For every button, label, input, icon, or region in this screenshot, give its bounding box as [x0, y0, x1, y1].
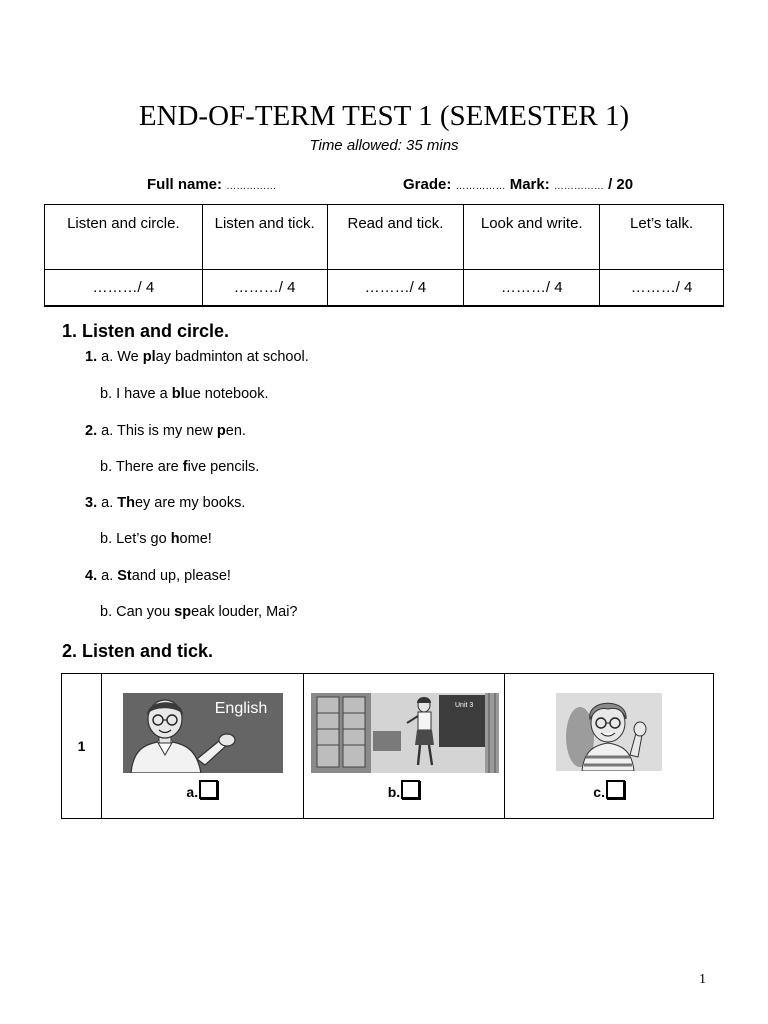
item-3-option-a[interactable]: [85, 495, 245, 511]
full-name-field[interactable]: [147, 176, 276, 193]
checkbox-icon[interactable]: [401, 780, 420, 799]
option-b[interactable]: [304, 780, 505, 800]
sentence-suffix: ey are my books.: [134, 495, 246, 511]
option-a[interactable]: [102, 780, 303, 800]
item-number: 2.: [85, 423, 98, 439]
sentence-prefix: a.: [101, 495, 118, 511]
score-mark-cell[interactable]: ………/ 4: [327, 270, 464, 307]
sentence-prefix: a.: [101, 568, 118, 584]
target-sound: St: [117, 568, 132, 584]
score-header-cell: Listen and tick.: [202, 205, 327, 270]
target-sound: f: [182, 459, 188, 475]
board-text: English: [214, 700, 268, 717]
item-number: 4.: [85, 568, 98, 584]
score-header-cell: Listen and circle.: [45, 205, 203, 270]
teacher-at-board-image: [123, 693, 283, 773]
sentence-suffix: ive pencils.: [187, 459, 260, 475]
item-number: 3.: [85, 495, 98, 511]
item-number: 1.: [85, 349, 98, 365]
target-sound: bl: [171, 386, 185, 402]
sentence-prefix: a. We: [101, 349, 143, 365]
tick-row: [62, 674, 714, 819]
section-2-heading: 2. Listen and tick.: [62, 641, 214, 661]
time-allowed: Time allowed: 35 mins: [309, 137, 459, 154]
boy-waving-image: [556, 693, 662, 771]
score-header-cell: Read and tick.: [327, 205, 464, 270]
score-mark-cell[interactable]: ………/ 4: [600, 270, 724, 307]
score-mark-cell[interactable]: ………/ 4: [45, 270, 203, 307]
score-table-marks-row: [45, 270, 724, 307]
grade-label: Grade:: [403, 176, 452, 193]
item-1-option-a[interactable]: [85, 349, 309, 365]
option-letter: b.: [387, 784, 401, 800]
page-number: 1: [699, 972, 706, 987]
grade-mark-field[interactable]: [403, 176, 633, 193]
full-name-blank[interactable]: ……………: [226, 181, 277, 192]
item-2-option-b[interactable]: [100, 459, 259, 475]
mark-label: Mark:: [509, 176, 550, 193]
option-letter: a.: [186, 784, 199, 800]
option-a-cell[interactable]: [101, 674, 303, 819]
checkbox-icon[interactable]: [199, 780, 218, 799]
grade-blank[interactable]: ……………: [455, 181, 506, 192]
sentence-suffix: and up, please!: [131, 568, 231, 584]
mark-total: / 20: [608, 176, 634, 193]
sentence-suffix: ue notebook.: [184, 386, 269, 402]
section-1-heading: 1. Listen and circle.: [62, 321, 230, 341]
sentence-prefix: b. Let’s go: [100, 531, 171, 547]
unit-text: Unit 3: [454, 702, 473, 709]
item-4-option-b[interactable]: [100, 604, 298, 620]
score-header-cell: Let’s talk.: [600, 205, 724, 270]
option-letter: c.: [593, 784, 605, 800]
sentence-suffix: en.: [225, 423, 246, 439]
score-header-cell: Look and write.: [464, 205, 600, 270]
sentence-suffix: ay badminton at school.: [155, 349, 309, 365]
item-1-option-b[interactable]: [100, 386, 269, 402]
option-c[interactable]: [505, 780, 713, 800]
mark-blank[interactable]: ……………: [553, 181, 604, 192]
classroom-door-image: [311, 693, 499, 773]
row-number: 1: [62, 674, 102, 819]
sentence-prefix: a. This is my new: [101, 423, 217, 439]
target-sound: pl: [142, 349, 156, 365]
score-mark-cell[interactable]: ………/ 4: [202, 270, 327, 307]
item-3-option-b[interactable]: [100, 531, 212, 547]
option-c-cell[interactable]: [505, 674, 714, 819]
sentence-prefix: b. There are: [100, 459, 183, 475]
option-b-cell[interactable]: [303, 674, 505, 819]
target-sound: p: [216, 423, 226, 439]
score-mark-cell[interactable]: ………/ 4: [464, 270, 600, 307]
listen-and-tick-table: [61, 673, 714, 819]
sentence-suffix: eak louder, Mai?: [191, 604, 298, 620]
sentence-prefix: b. I have a: [100, 386, 172, 402]
sentence-prefix: b. Can you: [100, 604, 175, 620]
test-title: END-OF-TERM TEST 1 (SEMESTER 1): [138, 100, 630, 132]
score-table-header-row: [45, 205, 724, 270]
score-table: [44, 204, 724, 307]
target-sound: sp: [174, 604, 192, 620]
checkbox-icon[interactable]: [606, 780, 625, 799]
full-name-label: Full name:: [147, 176, 223, 193]
target-sound: h: [170, 531, 180, 547]
item-4-option-a[interactable]: [85, 568, 231, 584]
target-sound: Th: [117, 495, 135, 511]
item-2-option-a[interactable]: [85, 423, 246, 439]
sentence-suffix: ome!: [179, 531, 212, 547]
